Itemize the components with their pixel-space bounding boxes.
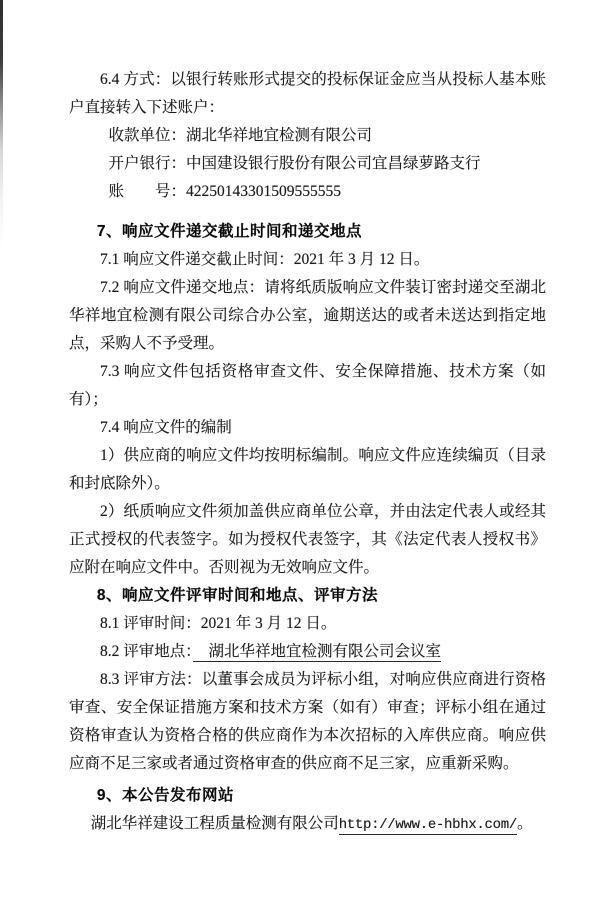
clause-8-3: 8.3 评审方法：以董事会成员为评标小组，对响应供应商进行资格审查、安全保证措施方案和技术方案（如有）审查；评标小组在通过资格审查认为资格合格的供应商作为本次招标的入库供应商。响应供应商不足三家或者通过资格审查的供应商不足三家，应重新采购。 <box>69 671 546 772</box>
clause-7-4-item-2: 2）纸质响应文件须加盖供应商单位公章，并由法定代表人或经其正式授权的代表签字。如为授权代表签字，其《法定代表人授权书》应附在响应文件中。否则视为无效响应文件。 <box>69 503 546 576</box>
section-9-heading: 9、本公告发布网站 <box>96 787 235 804</box>
publisher-line <box>69 810 546 839</box>
clause-8-1: 8.1 评审时间：2021 年 3 月 12 日。 <box>100 615 337 632</box>
clause-6-4: 6.4 方式：以银行转账形式提交的投标保证金应当从投标人基本账户直接转入下述账户： <box>69 71 546 116</box>
bank-line <box>69 150 546 178</box>
section-8-heading: 8、响应文件评审时间和地点、评审方法 <box>96 587 379 604</box>
account-number: 42250143301509555555 <box>186 183 342 200</box>
scan-edge-artifact <box>0 0 3 250</box>
bank-label: 开户银行： <box>108 155 187 172</box>
publisher-name: 湖北华祥建设工程质量检测有限公司 <box>90 815 339 832</box>
clause-8-2-label: 8.2 评审地点： <box>100 643 194 660</box>
payee-line <box>69 122 546 150</box>
clause-7-3: 7.3 响应文件包括资格审查文件、安全保障措施、技术方案（如有）； <box>69 363 546 408</box>
payee-label: 收款单位： <box>108 127 187 144</box>
clause-7-1: 7.1 响应文件递交截止时间：2021 年 3 月 12 日。 <box>100 251 430 268</box>
account-label: 账 号： <box>108 183 187 200</box>
clause-7-4-item-1: 1）供应商的响应文件均按明标编制。响应文件应连续编页（目录和封底除外）。 <box>69 447 546 492</box>
account-line <box>69 178 546 206</box>
trailing-period: 。 <box>516 815 533 832</box>
clause-7-4: 7.4 响应文件的编制 <box>100 419 232 436</box>
document-content <box>69 0 546 839</box>
announcement-url: http://www.e-hbhx.com/ <box>338 817 517 833</box>
bank-value: 中国建设银行股份有限公司宜昌绿萝路支行 <box>186 155 481 172</box>
payee-value: 湖北华祥地宜检测有限公司 <box>186 127 373 144</box>
section-7-heading: 7、响应文件递交截止时间和递交地点 <box>96 223 363 240</box>
clause-8-2 <box>69 638 546 666</box>
review-location-underlined: 湖北华祥地宜检测有限公司会议室 <box>193 643 442 660</box>
clause-7-2: 7.2 响应文件递交地点：请将纸质版响应文件装订密封递交至湖北华祥地宜检测有限公司综合办公室，逾期送达的或者未送达到指定地点，采购人不予受理。 <box>69 279 546 352</box>
